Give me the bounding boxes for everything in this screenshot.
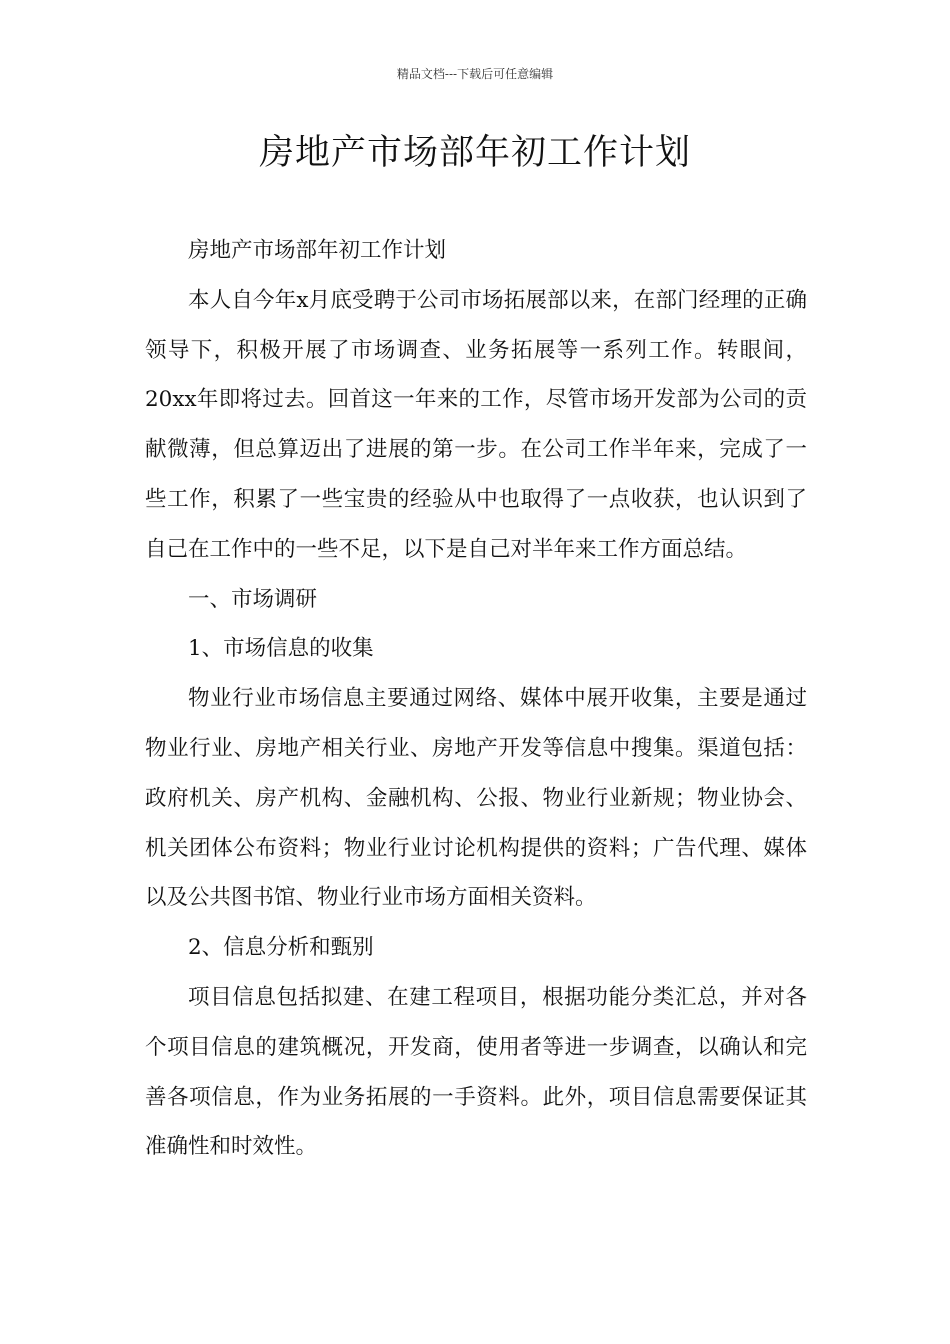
paragraph-info-analysis: 项目信息包括拟建、在建工程项目，根据功能分类汇总，并对各个项目信息的建筑概况，开发商，使用者等进一步调查，以确认和完善各项信息，作为业务拓展的一手资料。此外，项目信息需要保证其准确性和时效性。 — [145, 984, 807, 1160]
document-body — [145, 226, 807, 1172]
paragraph-info-collection: 物业行业市场信息主要通过网络、媒体中展开收集，主要是通过物业行业、房地产相关行业、房地产开发等信息中搜集。渠道包括：政府机关、房产机构、金融机构、公报、物业行业新规；物业协会、机关团体公布资料；物业行业讨论机构提供的资料；广告代理、媒体以及公共图书馆、物业行业市场方面相关资料。 — [145, 686, 807, 911]
paragraph-subtitle: 房地产市场部年初工作计划 — [188, 238, 447, 263]
subsection-heading-info-collection: 1、市场信息的收集 — [188, 636, 374, 662]
header-note: 精品文档---下载后可任意编辑 — [396, 67, 554, 81]
document-title: 房地产市场部年初工作计划 — [258, 133, 691, 173]
paragraph-intro: 本人自今年x月底受聘于公司市场拓展部以来，在部门经理的正确领导下，积极开展了市场调查、业务拓展等一系列工作。转眼间，20xx年即将过去。回首这一年来的工作，尽管市场开发部为公司的贡献微薄，但总算迈出了进展的第一步。在公司工作半年来，完成了一些工作，积累了一些宝贵的经验从中也取得了一点收获，也认识到了自己在工作中的一些不足，以下是自己对半年来工作方面总结。 — [145, 287, 807, 562]
section-heading-market-research: 一、市场调研 — [188, 586, 318, 612]
subsection-heading-info-analysis: 2、信息分析和甄别 — [188, 935, 374, 961]
